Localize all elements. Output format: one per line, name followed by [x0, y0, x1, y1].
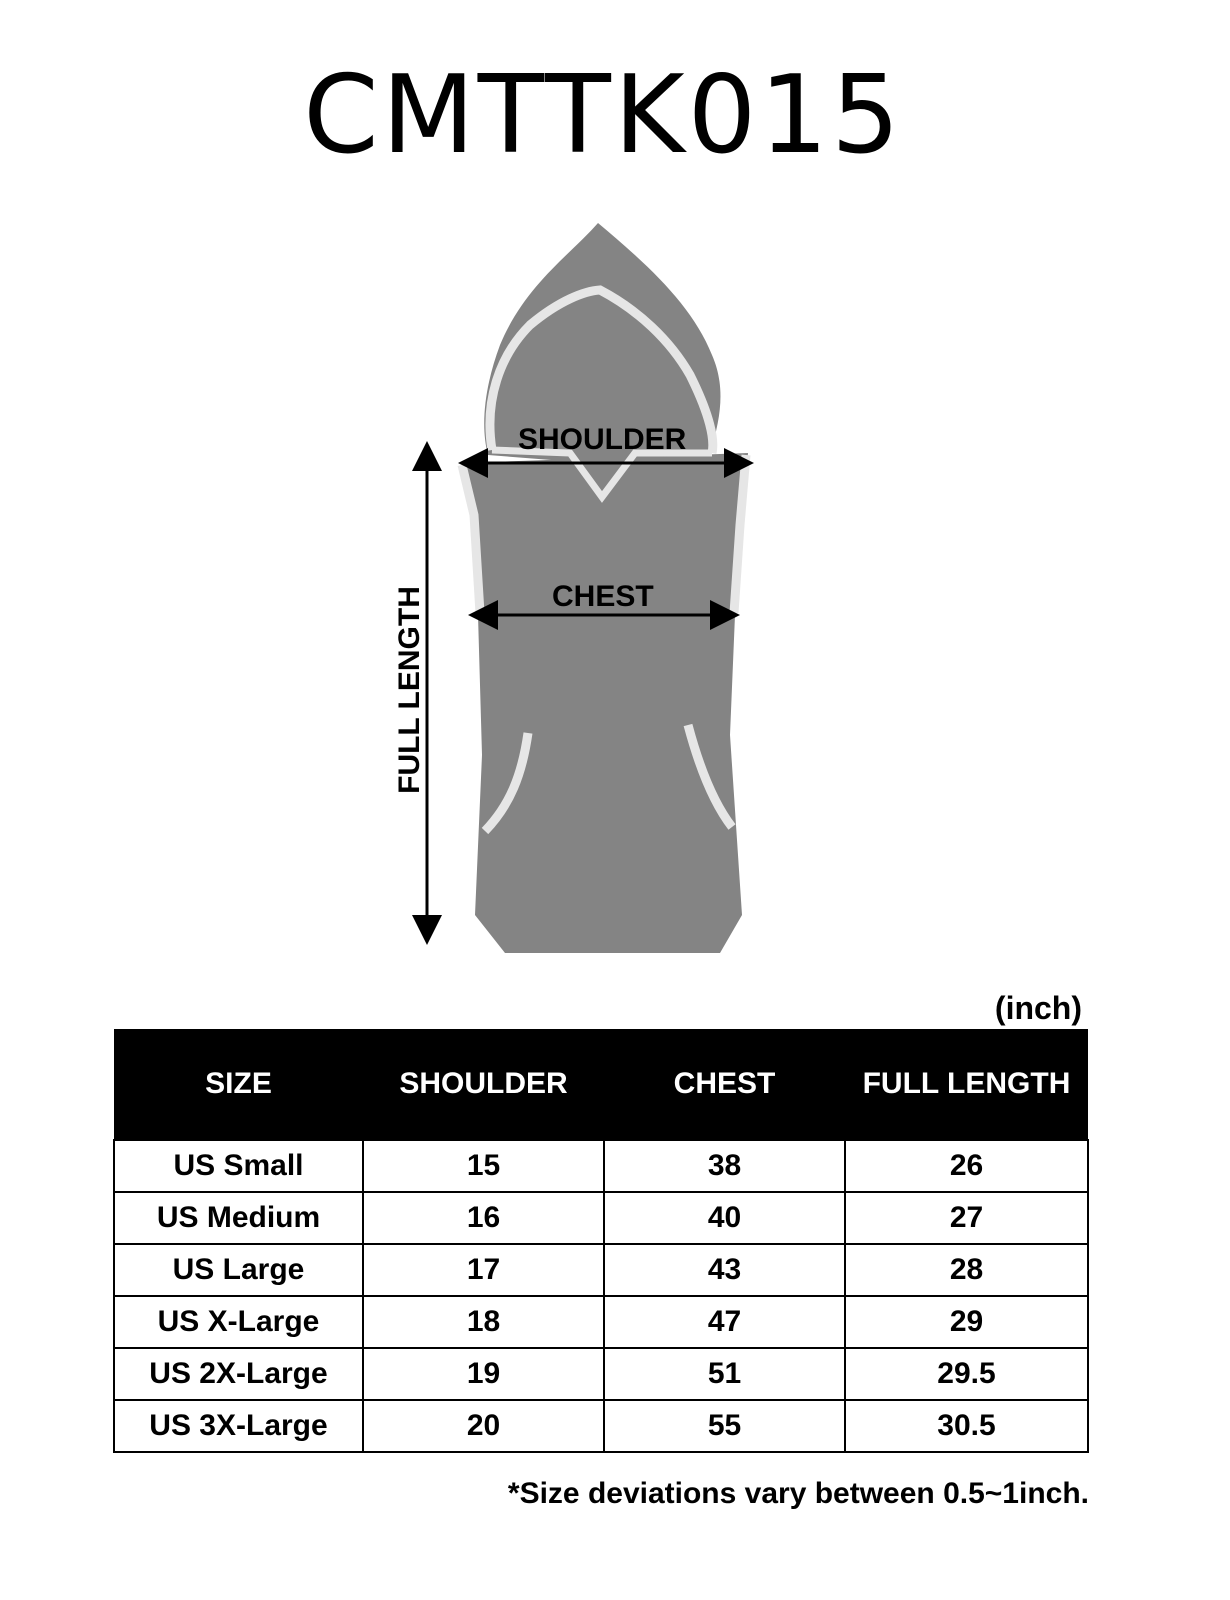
table-row [114, 1400, 1088, 1452]
size-deviation-note: *Size deviations vary between 0.5~1inch. [507, 1477, 1089, 1510]
page-title: CMTTK015 [303, 53, 903, 178]
header-size: SIZE [114, 1029, 363, 1140]
cell-full-length: 30.5 [845, 1400, 1088, 1452]
shoulder-label: SHOULDER [518, 423, 687, 456]
garment-body [462, 453, 748, 953]
unit-label: (inch) [994, 990, 1082, 1026]
cell-shoulder: 17 [363, 1244, 604, 1296]
cell-chest: 47 [604, 1296, 845, 1348]
table-row [114, 1348, 1088, 1400]
table-row [114, 1244, 1088, 1296]
chest-label: CHEST [552, 580, 654, 613]
garment-diagram [380, 215, 780, 975]
cell-shoulder: 20 [363, 1400, 604, 1452]
cell-size: US 2X-Large [114, 1348, 363, 1400]
table-row [114, 1192, 1088, 1244]
full-length-label: FULL LENGTH [393, 586, 426, 794]
cell-size: US Medium [114, 1192, 363, 1244]
cell-full-length: 26 [845, 1140, 1088, 1192]
cell-chest: 55 [604, 1400, 845, 1452]
cell-chest: 38 [604, 1140, 845, 1192]
cell-chest: 43 [604, 1244, 845, 1296]
header-full-length: FULL LENGTH [845, 1029, 1088, 1140]
cell-size: US 3X-Large [114, 1400, 363, 1452]
cell-size: US Small [114, 1140, 363, 1192]
header-chest: CHEST [604, 1029, 845, 1140]
cell-full-length: 29 [845, 1296, 1088, 1348]
table-header-row [114, 1029, 1088, 1140]
cell-shoulder: 15 [363, 1140, 604, 1192]
cell-full-length: 28 [845, 1244, 1088, 1296]
cell-size: US X-Large [114, 1296, 363, 1348]
cell-shoulder: 18 [363, 1296, 604, 1348]
cell-shoulder: 16 [363, 1192, 604, 1244]
cell-full-length: 27 [845, 1192, 1088, 1244]
cell-full-length: 29.5 [845, 1348, 1088, 1400]
cell-chest: 40 [604, 1192, 845, 1244]
table-row [114, 1140, 1088, 1192]
cell-chest: 51 [604, 1348, 845, 1400]
cell-size: US Large [114, 1244, 363, 1296]
header-shoulder: SHOULDER [363, 1029, 604, 1140]
table-row [114, 1296, 1088, 1348]
cell-shoulder: 19 [363, 1348, 604, 1400]
size-chart-table [113, 1029, 1089, 1453]
